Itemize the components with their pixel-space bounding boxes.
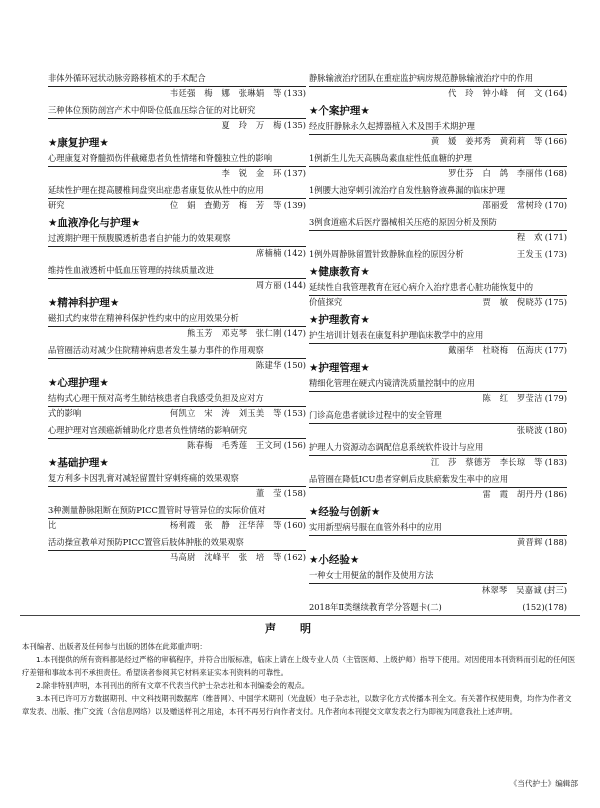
entry-authors: 韦廷强 梅 娜 张琳娟 等 <box>169 88 282 98</box>
toc-entry-line <box>48 166 306 180</box>
section-divider <box>20 615 580 616</box>
entry-page: (170) <box>544 200 567 210</box>
toc-entry-line <box>48 406 306 420</box>
section-heading: ★健康教育★ <box>309 266 370 278</box>
section-heading: ★经验与创新★ <box>309 506 381 518</box>
toc-entry <box>309 569 567 597</box>
entry-page: (153) <box>283 408 306 418</box>
entry-title: 三种体位预防剖宫产术中仰卧位低血压综合征的对比研究 <box>48 105 256 115</box>
entry-page: (158) <box>283 488 306 498</box>
entry-title: 品管圈活动对减少住院精神病患者发生暴力事件的作用观察 <box>48 345 264 355</box>
toc-right-column <box>309 72 567 618</box>
declaration-item: 1.本刊提供的所有资料都是经过严格的审稿程序，并符合出版标准，临床上请在上级专业人员（主管医师、上级护师）指导下使用。对因使用本刊资料而引起的任何医疗差错和事故本刊不承担责任。希望读者参阅其它材料来证实本刊资料的可靠性。 <box>22 655 576 677</box>
toc-entry <box>48 152 306 180</box>
entry-page: (147) <box>283 328 306 338</box>
toc-entry-line <box>309 601 567 614</box>
toc-entry <box>309 184 567 212</box>
entry-page: (164) <box>544 88 567 98</box>
toc-entry-line <box>309 423 567 437</box>
toc-entry-line <box>48 550 306 564</box>
toc-entry <box>48 312 306 340</box>
section-heading: ★护理教育★ <box>309 314 370 326</box>
toc-entry <box>309 377 567 405</box>
toc-entry-line <box>48 358 306 372</box>
toc-entry <box>309 441 567 469</box>
entry-title: 门诊高危患者就诊过程中的安全管理 <box>309 410 442 420</box>
entry-title-continued: 价值探究 <box>309 297 343 307</box>
entry-authors: 林翠琴 吴嘉诚 <box>481 585 542 595</box>
entry-title: 实用新型病号服在血管外科中的应用 <box>309 522 442 532</box>
toc-entry <box>309 216 567 244</box>
toc-entry <box>309 409 567 437</box>
entry-page: (186) <box>544 489 567 499</box>
entry-title: 3例食道癌术后医疗器械相关压疮的原因分析及预防 <box>309 217 497 227</box>
declaration-intro: 本刊编者、出版者及任何参与出版的团体在此郑重声明： <box>22 642 207 651</box>
toc-entry <box>309 281 567 309</box>
entry-authors: 夏 玲 万 梅 <box>221 120 282 130</box>
entry-authors: 罗仕芬 白 鸽 李丽伟 <box>448 168 543 178</box>
entry-title: 延续性自我管理教育在冠心病介入治疗患者心脏功能恢复中的 <box>309 282 534 292</box>
entry-page: (188) <box>544 537 567 547</box>
entry-authors: 王发玉 <box>516 249 543 259</box>
entry-authors: 黄晋辉 <box>516 537 543 547</box>
entry-page: (156) <box>283 440 306 450</box>
toc-entry-line <box>309 166 567 180</box>
entry-authors: 李 锐 金 环 <box>221 168 282 178</box>
toc-entry <box>309 248 567 261</box>
entry-authors: 熊玉芳 邓克琴 张仁刚 <box>187 328 282 338</box>
entry-title: 精细化管理在硬式内镜清洗质量控制中的应用 <box>309 378 475 388</box>
entry-title: 一种女士用便盆的制作及使用方法 <box>309 570 434 580</box>
toc-entry <box>48 472 306 500</box>
toc-entry-line <box>309 198 567 212</box>
entry-authors: 陈春梅 毛秀莲 王文珂 <box>187 440 282 450</box>
entry-title-continued: 比 <box>48 520 57 530</box>
entry-page: (137) <box>283 168 306 178</box>
toc-entry-line <box>48 118 306 132</box>
declaration-block <box>22 620 578 718</box>
entry-title: 经皮肝静脉永久起搏器植入术及围手术期护理 <box>309 121 475 131</box>
entry-authors: 陈 红 罗莹洁 <box>482 393 543 403</box>
toc-entry-line <box>48 198 306 212</box>
entry-page: (166) <box>544 136 567 146</box>
entry-title: 延续性护理在提高腰椎间盘突出症患者康复依从性中的应用 <box>48 185 264 195</box>
toc-entry <box>48 536 306 564</box>
section-heading: ★血液净化与护理★ <box>48 217 141 229</box>
entry-title: 磁扣式约束带在精神科保护性约束中的应用效果分析 <box>48 313 239 323</box>
toc-entry <box>48 424 306 452</box>
entry-page: (142) <box>283 248 306 258</box>
entry-page: (150) <box>283 360 306 370</box>
toc-entry-line <box>309 343 567 357</box>
toc-entry-line <box>309 487 567 501</box>
entry-page: (133) <box>283 88 306 98</box>
toc-entry-line <box>309 455 567 469</box>
toc-entry <box>309 72 567 100</box>
toc-entry-line <box>309 230 567 244</box>
toc-entry <box>309 329 567 357</box>
entry-authors: 程 欢 <box>516 232 543 242</box>
toc-entry <box>309 473 567 501</box>
entry-authors: 雷 霞 胡丹丹 <box>482 489 543 499</box>
entry-authors: 戴丽华 杜晓梅 伍海庆 <box>448 345 543 355</box>
entry-title: 3种测量静脉阻断在预防PICC置管时导管异位的实际价值对 <box>48 505 266 515</box>
toc-entry <box>48 72 306 100</box>
entry-page: (175) <box>544 297 567 307</box>
section-heading: ★护理管理★ <box>309 362 370 374</box>
entry-title: 心理护理对宫颈癌新辅助化疗患者负性情绪的影响研究 <box>48 425 248 435</box>
toc-entry-line <box>48 438 306 452</box>
entry-authors: 邵丽爱 常树玲 <box>482 200 543 210</box>
entry-authors: 代 玲 钟小峰 何 文 <box>448 88 543 98</box>
entry-title: 护生培训计划表在康复科护理临床教学中的应用 <box>309 330 484 340</box>
section-heading: ★基础护理★ <box>48 457 109 469</box>
toc-entry-line <box>309 535 567 549</box>
entry-title: 护理人力资源动态调配信息系统软件设计与应用 <box>309 442 484 452</box>
toc-entry-line <box>48 486 306 500</box>
entry-title: 2018年Ⅱ类继续教育学分答题卡(二) <box>309 602 442 612</box>
toc-entry-line <box>48 326 306 340</box>
editorial-signature: 《当代护士》编辑部 <box>509 779 578 788</box>
entry-authors: 贾 敏 倪晓苏 <box>482 297 543 307</box>
entry-page: (144) <box>283 280 306 290</box>
entry-title: 非体外循环冠状动脉旁路移植术的手术配合 <box>48 73 206 83</box>
toc-entry <box>309 601 567 614</box>
toc-entry-line <box>48 518 306 532</box>
entry-title: 复方利多卡因乳膏对减轻留置针穿刺疼痛的效果观察 <box>48 473 239 483</box>
entry-page: (162) <box>283 552 306 562</box>
section-heading: ★小经验★ <box>309 554 360 566</box>
toc-entry <box>48 264 306 292</box>
toc-entry-line <box>48 246 306 260</box>
toc-entry-line <box>309 295 567 309</box>
toc-entry <box>309 120 567 148</box>
toc-entry-line <box>309 583 567 597</box>
entry-page: (139) <box>283 200 306 210</box>
entry-page: (180) <box>544 425 567 435</box>
entry-page: (135) <box>283 120 306 130</box>
entry-page: (177) <box>544 345 567 355</box>
entry-authors: 江 莎 蔡德芳 李长琼 等 <box>430 457 543 467</box>
entry-authors: 董 莹 <box>255 488 282 498</box>
entry-page: (171) <box>544 232 567 242</box>
toc-entry <box>48 344 306 372</box>
toc-entry-line <box>309 134 567 148</box>
entry-title: 维持性血液透析中低血压管理的持续质量改进 <box>48 265 214 275</box>
entry-authors: 马高尉 沈峰平 张 培 等 <box>169 552 282 562</box>
entry-title: 1例新生儿先天高胰岛素血症性低血糖的护理 <box>309 153 472 163</box>
toc-entry-line <box>48 86 306 100</box>
toc-entry <box>48 184 306 212</box>
toc-entry <box>48 104 306 132</box>
section-heading: ★精神科护理★ <box>48 297 120 309</box>
toc-entry <box>309 521 567 549</box>
entry-authors: 周方丽 <box>255 280 282 290</box>
entry-page: (168) <box>544 168 567 178</box>
entry-authors: 席楠楠 <box>255 248 282 258</box>
entry-title: 1例腰大池穿刺引流治疗自发性脑脊液鼻漏的临床护理 <box>309 185 506 195</box>
entry-title: 品管圈在降低ICU患者穿刺后皮肤瘀紫发生率中的应用 <box>309 474 509 484</box>
entry-title: 过渡期护理干预腹膜透析患者自护能力的效果观察 <box>48 233 231 243</box>
entry-authors: 黄 媛 姜邦秀 黄莉莉 等 <box>430 136 543 146</box>
declaration-item: 2.除非特别声明，本刊刊出的所有文章不代表当代护士杂志社和本刊编委会的观点。 <box>36 681 310 690</box>
toc-entry-line <box>309 391 567 405</box>
entry-page: (179) <box>544 393 567 403</box>
section-heading: ★心理护理★ <box>48 377 109 389</box>
entry-page: (封三) <box>543 585 567 595</box>
section-heading: ★康复护理★ <box>48 137 109 149</box>
entry-page: (183) <box>544 457 567 467</box>
toc-entry <box>48 392 306 420</box>
entry-authors: 陈建华 <box>255 360 282 370</box>
toc-entry-line <box>309 248 567 261</box>
entry-title-continued: 式的影响 <box>48 408 82 418</box>
declaration-title: 声明 <box>265 622 335 635</box>
entry-title: 结构式心理干预对高考生肺结核患者自我感受负担及应对方 <box>48 393 264 403</box>
entry-title: 1例外周静脉留置针致静脉血栓的原因分析 <box>309 249 464 259</box>
entry-title: 静脉输液治疗团队在重症监护病房规范静脉输液治疗中的作用 <box>309 73 534 83</box>
section-heading: ★个案护理★ <box>309 105 370 117</box>
entry-authors: 杨利霞 张 静 汪华萍 等 <box>169 520 282 530</box>
declaration-item: 3.本刊已许可万方数据期刊、中文科技期刊数据库（维普网）、中国学术期刊（光盘版）电子杂志社，以数字化方式传播本刊全文。有关著作权使用费，均作为作者文章发表、出版、推广交流（含信息网络）以及赠送样刊之用途，本刊不再另行向作者支付。凡作者向本刊提交文章发表之行为即视为同意我社上述声明。 <box>22 694 572 716</box>
entry-authors: 何凯立 宋 涛 刘玉美 等 <box>169 408 282 418</box>
toc-entry-line <box>48 278 306 292</box>
toc-entry-line <box>309 86 567 100</box>
entry-authors: 张晓波 <box>516 425 543 435</box>
entry-title-continued: 研究 <box>48 200 65 210</box>
toc-left-column <box>48 72 306 568</box>
toc-entry <box>309 152 567 180</box>
entry-page: (160) <box>283 520 306 530</box>
entry-title: 心理康复对脊髓损伤伴截瘫患者负性情绪和脊髓独立性的影响 <box>48 153 273 163</box>
entry-page: (173) <box>544 249 567 259</box>
toc-entry <box>48 504 306 532</box>
entry-page: (152)(178) <box>522 602 567 612</box>
entry-title: 活动操宣教单对预防PICC置管后肢体肿胀的效果观察 <box>48 537 244 547</box>
entry-authors: 位 娟 査勤芳 梅 芳 等 <box>169 200 282 210</box>
toc-entry <box>48 232 306 260</box>
